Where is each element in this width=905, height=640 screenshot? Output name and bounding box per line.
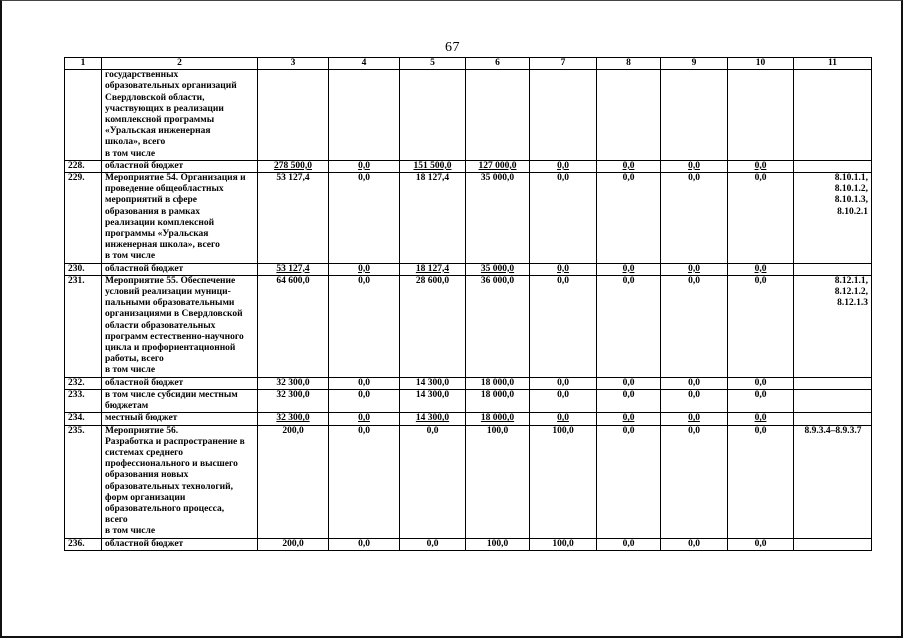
amount-col-5: 18 127,4 <box>400 263 466 275</box>
column-header-1: 1 <box>65 58 102 70</box>
amount-col-3: 32 300,0 <box>258 389 329 412</box>
amount-col-9: 0,0 <box>661 160 728 172</box>
page-number: 67 <box>445 40 460 55</box>
amount-col-7 <box>530 70 597 161</box>
amount-col-4 <box>329 70 400 161</box>
description-line: «Уральская инженерная <box>105 126 211 137</box>
target-indicator-refs <box>794 275 872 377</box>
amount-col-3: 53 127,4 <box>258 173 329 264</box>
target-indicator-refs <box>794 538 872 550</box>
target-indicator-refs <box>794 70 872 161</box>
description-line: областной бюджет <box>105 263 184 274</box>
amount-col-9: 0,0 <box>661 425 728 538</box>
description-line: Свердловской области, <box>105 92 205 103</box>
row-description <box>102 425 258 538</box>
amount-col-10: 0,0 <box>728 425 794 538</box>
description-line: комплексной программы <box>105 115 215 126</box>
description-line: цикла и профориентационной <box>105 343 236 354</box>
description-line: образования в рамках <box>105 206 200 217</box>
table-row <box>65 173 872 264</box>
row-description <box>102 377 258 389</box>
column-header-2: 2 <box>102 58 258 70</box>
row-number: 228. <box>65 160 102 172</box>
amount-col-6 <box>466 70 530 161</box>
amount-col-9: 0,0 <box>661 389 728 412</box>
amount-col-8: 0,0 <box>597 275 661 377</box>
amount-col-9: 0,0 <box>661 263 728 275</box>
amount-col-10 <box>728 70 794 161</box>
amount-col-5: 0,0 <box>400 425 466 538</box>
description-line: в том числе <box>105 251 156 262</box>
amount-col-6: 100,0 <box>466 538 530 550</box>
amount-col-7: 100,0 <box>530 538 597 550</box>
amount-col-8: 0,0 <box>597 263 661 275</box>
row-description <box>102 275 258 377</box>
target-indicator-refs <box>794 425 872 538</box>
amount-col-8: 0,0 <box>597 413 661 425</box>
column-header-10: 10 <box>728 58 794 70</box>
amount-col-7: 0,0 <box>530 275 597 377</box>
amount-col-8: 0,0 <box>597 538 661 550</box>
amount-col-4: 0,0 <box>329 263 400 275</box>
amount-col-9: 0,0 <box>661 275 728 377</box>
amount-col-7: 0,0 <box>530 173 597 264</box>
amount-col-5: 0,0 <box>400 538 466 550</box>
column-header-7: 7 <box>530 58 597 70</box>
column-header-5: 5 <box>400 58 466 70</box>
indicator-ref: 8.10.1.1, <box>834 173 868 184</box>
column-header-3: 3 <box>258 58 329 70</box>
amount-col-4: 0,0 <box>329 275 400 377</box>
amount-col-7: 0,0 <box>530 160 597 172</box>
description-line: Разработка и распространение в <box>105 436 245 447</box>
column-header-9: 9 <box>661 58 728 70</box>
row-number: 231. <box>65 275 102 377</box>
description-line: Мероприятие 54. Организация и <box>105 173 246 184</box>
amount-col-3: 200,0 <box>258 425 329 538</box>
amount-col-10: 0,0 <box>728 263 794 275</box>
amount-col-6: 36 000,0 <box>466 275 530 377</box>
amount-col-7: 0,0 <box>530 389 597 412</box>
description-line: государственных <box>105 70 179 81</box>
target-indicator-refs <box>794 263 872 275</box>
amount-col-5 <box>400 70 466 161</box>
description-line: областной бюджет <box>105 377 184 388</box>
target-indicator-refs <box>794 160 872 172</box>
amount-col-8 <box>597 70 661 161</box>
amount-col-9: 0,0 <box>661 538 728 550</box>
indicator-ref: 8.12.1.2, <box>834 287 868 298</box>
table-row <box>65 389 872 412</box>
amount-col-3: 278 500,0 <box>258 160 329 172</box>
amount-col-6: 100,0 <box>466 425 530 538</box>
indicator-ref: 8.12.1.1, <box>834 275 868 286</box>
amount-col-9: 0,0 <box>661 413 728 425</box>
amount-col-6: 127 000,0 <box>466 160 530 172</box>
row-description <box>102 413 258 425</box>
description-line: проведение общеобластных <box>105 184 224 195</box>
target-indicator-refs <box>794 389 872 412</box>
amount-col-5: 14 300,0 <box>400 389 466 412</box>
amount-col-6: 18 000,0 <box>466 377 530 389</box>
amount-col-5: 14 300,0 <box>400 413 466 425</box>
table-row <box>65 70 872 161</box>
amount-col-3 <box>258 70 329 161</box>
indicator-ref: 8.12.1.3 <box>837 298 868 309</box>
description-line: в том числе <box>105 365 156 376</box>
description-line: областной бюджет <box>105 160 184 171</box>
table-row <box>65 263 872 275</box>
amount-col-4: 0,0 <box>329 425 400 538</box>
indicator-ref: 8.10.1.2, <box>834 184 868 195</box>
amount-col-10: 0,0 <box>728 160 794 172</box>
amount-col-6: 35 000,0 <box>466 263 530 275</box>
amount-col-10: 0,0 <box>728 173 794 264</box>
table-row <box>65 413 872 425</box>
description-line: мероприятий в сфере <box>105 195 197 206</box>
target-indicator-refs <box>794 173 872 264</box>
amount-col-5: 28 600,0 <box>400 275 466 377</box>
amount-col-3: 32 300,0 <box>258 377 329 389</box>
row-number: 233. <box>65 389 102 412</box>
amount-col-6: 18 000,0 <box>466 389 530 412</box>
row-number: 229. <box>65 173 102 264</box>
description-line: участвующих в реализации <box>105 103 224 114</box>
amount-col-6: 18 000,0 <box>466 413 530 425</box>
description-line: работы, всего <box>105 354 164 365</box>
description-line: пальными образовательными <box>105 298 235 309</box>
amount-col-5: 151 500,0 <box>400 160 466 172</box>
indicator-ref: 8.9.3.4–8.9.3.7 <box>804 425 862 436</box>
table-row <box>65 377 872 389</box>
table-row <box>65 160 872 172</box>
row-number <box>65 70 102 161</box>
row-number: 235. <box>65 425 102 538</box>
amount-col-8: 0,0 <box>597 425 661 538</box>
budget-table <box>64 57 872 551</box>
description-line: школа», всего <box>105 137 166 148</box>
row-description <box>102 160 258 172</box>
description-line: образовательных организаций <box>105 81 237 92</box>
amount-col-9 <box>661 70 728 161</box>
amount-col-3: 64 600,0 <box>258 275 329 377</box>
description-line: образовательных технологий, <box>105 481 233 492</box>
row-description <box>102 389 258 412</box>
amount-col-8: 0,0 <box>597 389 661 412</box>
amount-col-4: 0,0 <box>329 413 400 425</box>
amount-col-7: 0,0 <box>530 263 597 275</box>
description-line: системах среднего <box>105 447 183 458</box>
row-description <box>102 173 258 264</box>
description-line: форм организации <box>105 492 186 503</box>
amount-col-4: 0,0 <box>329 389 400 412</box>
description-line: в том числе субсидии местным <box>105 389 238 400</box>
amount-col-6: 35 000,0 <box>466 173 530 264</box>
description-line: Мероприятие 56. <box>105 425 179 436</box>
description-line: образования новых <box>105 470 189 481</box>
amount-col-7: 0,0 <box>530 413 597 425</box>
indicator-ref: 8.10.1.3, <box>834 195 868 206</box>
target-indicator-refs <box>794 413 872 425</box>
amount-col-5: 14 300,0 <box>400 377 466 389</box>
amount-col-8: 0,0 <box>597 160 661 172</box>
description-line: образовательного процесса, <box>105 503 225 514</box>
description-line: инженерная школа», всего <box>105 240 220 251</box>
description-line: местный бюджет <box>105 413 178 424</box>
column-number-header <box>65 58 872 70</box>
amount-col-7: 0,0 <box>530 377 597 389</box>
indicator-ref: 8.10.2.1 <box>837 206 868 217</box>
row-number: 234. <box>65 413 102 425</box>
amount-col-10: 0,0 <box>728 275 794 377</box>
amount-col-10: 0,0 <box>728 377 794 389</box>
description-line: областной бюджет <box>105 538 184 549</box>
amount-col-3: 32 300,0 <box>258 413 329 425</box>
amount-col-10: 0,0 <box>728 413 794 425</box>
description-line: организациями в Свердловской <box>105 309 243 320</box>
description-line: профессионального и высшего <box>105 459 238 470</box>
row-number: 230. <box>65 263 102 275</box>
column-header-4: 4 <box>329 58 400 70</box>
amount-col-7: 100,0 <box>530 425 597 538</box>
column-header-11: 11 <box>794 58 872 70</box>
row-description <box>102 538 258 550</box>
amount-col-4: 0,0 <box>329 538 400 550</box>
table-row <box>65 538 872 550</box>
amount-col-4: 0,0 <box>329 160 400 172</box>
amount-col-5: 18 127,4 <box>400 173 466 264</box>
column-header-6: 6 <box>466 58 530 70</box>
amount-col-8: 0,0 <box>597 377 661 389</box>
amount-col-9: 0,0 <box>661 377 728 389</box>
description-line: бюджетам <box>105 401 149 412</box>
amount-col-3: 200,0 <box>258 538 329 550</box>
table-body <box>65 70 872 551</box>
description-line: программы «Уральская <box>105 229 209 240</box>
row-description <box>102 70 258 161</box>
description-line: всего <box>105 515 128 526</box>
amount-col-10: 0,0 <box>728 538 794 550</box>
description-line: Мероприятие 55. Обеспечение <box>105 275 236 286</box>
description-line: условий реализации муници- <box>105 287 231 298</box>
row-description <box>102 263 258 275</box>
target-indicator-refs <box>794 377 872 389</box>
description-line: области образовательных <box>105 320 216 331</box>
table-row <box>65 425 872 538</box>
table-row <box>65 275 872 377</box>
row-number: 236. <box>65 538 102 550</box>
description-line: реализации комплексной <box>105 217 215 228</box>
column-header-8: 8 <box>597 58 661 70</box>
description-line: в том числе <box>105 526 156 537</box>
amount-col-4: 0,0 <box>329 377 400 389</box>
amount-col-3: 53 127,4 <box>258 263 329 275</box>
amount-col-9: 0,0 <box>661 173 728 264</box>
amount-col-10: 0,0 <box>728 389 794 412</box>
amount-col-8: 0,0 <box>597 173 661 264</box>
row-number: 232. <box>65 377 102 389</box>
description-line: в том числе <box>105 148 156 159</box>
amount-col-4: 0,0 <box>329 173 400 264</box>
description-line: программ естественно-научного <box>105 331 244 342</box>
